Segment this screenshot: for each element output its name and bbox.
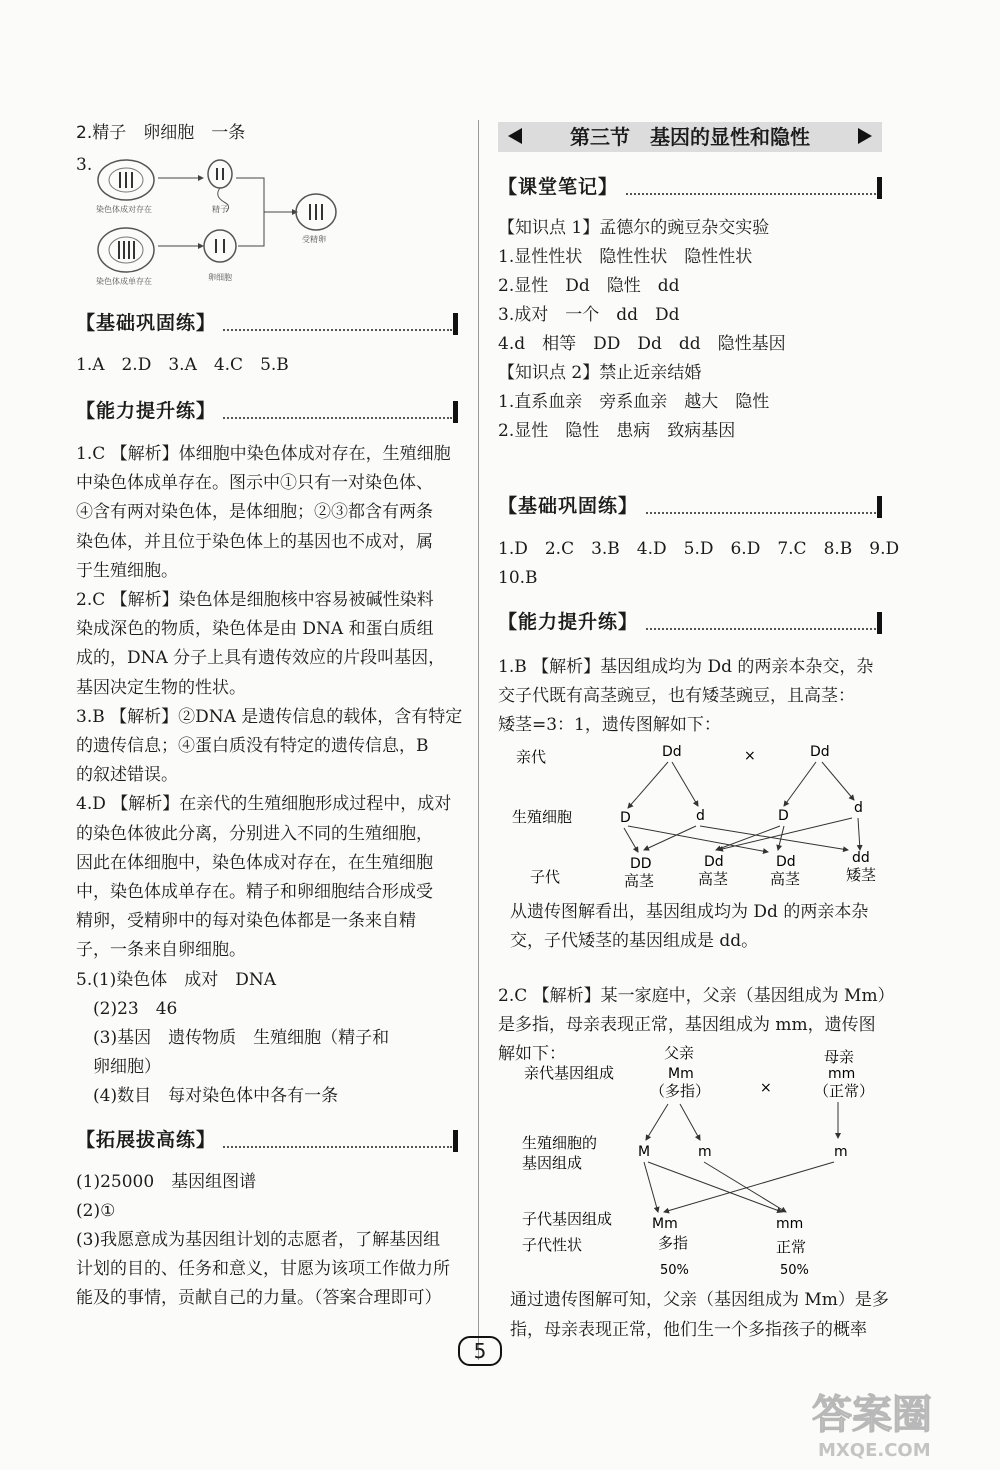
text-line: 4.D 【解析】在亲代的生殖细胞形成过程中，成对: [76, 794, 452, 815]
text-line: 是多指，母亲表现正常，基因组成为 mm，遗传图: [498, 1015, 876, 1035]
section-ability-right: 【能力提升练】: [498, 608, 882, 638]
text-line: (2)①: [76, 1201, 116, 1221]
row-parent: 亲代: [516, 748, 547, 766]
cross-symbol: ×: [744, 748, 756, 764]
text-line: 1.直系血亲 旁系血亲 越大 隐性: [498, 392, 770, 412]
gamete1: D: [620, 810, 631, 826]
row-child-trait: 子代性状: [522, 1236, 583, 1254]
child2-genotype-2: mm: [776, 1216, 804, 1232]
label-pair: 染色体成对存在: [96, 205, 152, 214]
text-line: (1)25000 基因组图谱: [76, 1172, 257, 1192]
parent1: Dd: [662, 744, 682, 760]
watermark-bottom: MXQE.COM: [818, 1440, 931, 1461]
section-basic-left: 【基础巩固练】: [76, 309, 458, 339]
gamete-M: M: [638, 1144, 651, 1160]
watermark-logo: [808, 1384, 988, 1464]
text-line: 【知识点 1】孟德尔的豌豆杂交实验: [498, 218, 770, 238]
text-line: (3)我愿意成为基因组计划的志愿者，了解基因组: [76, 1230, 441, 1250]
gamete-m-father: m: [698, 1144, 712, 1160]
father-label: 父亲: [664, 1044, 695, 1062]
child2-trait: 高茎: [698, 870, 729, 888]
child1-genotype-2: Mm: [652, 1216, 678, 1232]
mother-label: 母亲: [824, 1048, 855, 1066]
section-ability-left: 【能力提升练】: [76, 397, 458, 427]
child4-genotype: dd: [852, 850, 870, 866]
text-line: 4.d 相等 DD Dd dd 隐性基因: [498, 334, 786, 354]
text-line: 3.成对 一个 dd Dd: [498, 305, 680, 325]
text-line: 解如下：: [498, 1044, 566, 1064]
text-line: 交，子代矮茎的基因组成是 dd。: [510, 931, 759, 951]
child1-trait: 高茎: [624, 872, 655, 890]
text-line: 基因决定生物的性状。: [76, 677, 246, 698]
child1-ratio: 50%: [660, 1263, 689, 1278]
gamete2: d: [696, 808, 705, 824]
text-line: 于生殖细胞。: [76, 560, 178, 581]
label-egg: 卵细胞: [208, 273, 232, 282]
text-line: 中染色体成单存在。图示中①只有一对染色体、: [76, 473, 433, 494]
row-child-genotype: 子代基因组成: [522, 1210, 613, 1228]
text-line: 1.C 【解析】体细胞中染色体成对存在，生殖细胞: [76, 444, 451, 464]
text-line: 矮茎=3：1，遗传图解如下：: [498, 715, 721, 735]
basic-answers-right-b: 10.B: [498, 568, 538, 588]
mother-genotype: mm: [828, 1066, 856, 1082]
section-title: 第三节 基因的显性和隐性: [570, 125, 810, 149]
father-trait: （多指）: [650, 1082, 711, 1100]
text-line: 2.显性 隐性 患病 致病基因: [498, 421, 736, 441]
text-line: (2)23 46: [76, 998, 178, 1019]
answer-q2: 2.精子 卵细胞 一条: [76, 123, 246, 143]
text-line: 计划的目的、任务和意义，甘愿为该项工作做力所: [76, 1259, 450, 1279]
text-line: ④含有两对染色体，是体细胞；②③都含有两条: [76, 502, 433, 523]
text-line: 2.C 【解析】某一家庭中，父亲（基因组成为 Mm）: [498, 986, 895, 1006]
child3-trait: 高茎: [770, 870, 801, 888]
basic-answers-left: 1.A 2.D 3.A 4.C 5.B: [76, 355, 289, 375]
page-number: 5: [458, 1336, 502, 1366]
polydactyly-cross-diagram: [500, 1040, 890, 1280]
gamete-m-mother: m: [834, 1144, 848, 1160]
row-gamete-line2: 基因组成: [522, 1154, 583, 1172]
text-line: 3.B 【解析】②DNA 是遗传信息的载体，含有特定: [76, 706, 463, 727]
text-line: 2.显性 Dd 隐性 dd: [498, 276, 680, 296]
father-genotype: Mm: [668, 1066, 694, 1082]
gamete4: d: [854, 800, 863, 816]
text-line: 指，母亲表现正常，他们生一个多指孩子的概率: [510, 1320, 867, 1340]
text-line: 从遗传图解看出，基因组成均为 Dd 的两亲本杂: [510, 902, 869, 922]
label-zygote: 受精卵: [302, 235, 326, 244]
text-line: 因此在体细胞中，染色体成对存在，在生殖细胞: [76, 852, 433, 873]
text-line: (3)基因 遗传物质 生殖细胞（精子和: [76, 1028, 390, 1048]
section-basic-right: 【基础巩固练】: [498, 492, 882, 522]
column-divider: [478, 120, 479, 1360]
answer-q3-label: 3.: [76, 155, 93, 175]
cross-symbol-2: ×: [760, 1080, 772, 1096]
watermark-top: 答案圈: [812, 1392, 932, 1438]
text-line: 5.(1)染色体 成对 DNA: [76, 969, 277, 990]
child1-genotype: DD: [630, 856, 652, 872]
basic-answers-right-a: 1.D 2.C 3.B 4.D 5.D 6.D 7.C 8.B 9.D: [498, 539, 900, 559]
child2-genotype: Dd: [704, 854, 724, 870]
text-line: (4)数目 每对染色体中各有一条: [76, 1086, 339, 1107]
row-parent-genotype: 亲代基因组成: [524, 1064, 615, 1082]
text-line: 1.显性性状 隐性性状 隐性性状: [498, 247, 753, 267]
row-gamete-line1: 生殖细胞的: [522, 1134, 598, 1152]
text-line: 1.B 【解析】基因组成均为 Dd 的两亲本杂交，杂: [498, 657, 874, 677]
section-title-bar: [498, 122, 882, 152]
text-line: 2.C 【解析】染色体是细胞核中容易被碱性染料: [76, 590, 434, 610]
gamete3: D: [778, 808, 789, 824]
text-line: 染色体，并且位于染色体上的基因也不成对，属: [76, 531, 433, 552]
section-notes: 【课堂笔记】: [498, 173, 882, 203]
text-line: 精卵，受精卵中的每对染色体都是一条来自精: [76, 911, 416, 932]
text-line: 染成深色的物质，染色体是由 DNA 和蛋白质组: [76, 619, 434, 640]
parent2: Dd: [810, 744, 830, 760]
text-line: 成的，DNA 分子上具有遗传效应的片段叫基因，: [76, 648, 446, 669]
child1-trait-2: 多指: [658, 1234, 689, 1252]
text-line: 中，染色体成单存在。精子和卵细胞结合形成受: [76, 882, 433, 902]
text-line: 【知识点 2】禁止近亲结婚: [498, 363, 702, 383]
label-single: 染色体成单存在: [96, 277, 152, 286]
text-line: 能及的事情，贡献自己的力量。（答案合理即可）: [76, 1288, 442, 1308]
text-line: 的叙述错误。: [76, 765, 178, 786]
text-line: 的染色体彼此分离，分别进入不同的生殖细胞，: [76, 823, 433, 844]
mother-trait: （正常）: [814, 1082, 875, 1100]
row-gamete: 生殖细胞: [512, 808, 573, 826]
right-arrow-icon: [858, 128, 872, 144]
section-extension: 【拓展拔高练】: [76, 1126, 458, 1156]
child2-ratio: 50%: [780, 1263, 809, 1278]
cell-division-diagram: [86, 150, 346, 290]
text-line: 子，一条来自卵细胞。: [76, 940, 246, 961]
child3-genotype: Dd: [776, 854, 796, 870]
text-line: 通过遗传图解可知，父亲（基因组成为 Mm）是多: [510, 1290, 889, 1310]
pea-cross-diagram: [500, 738, 890, 898]
text-line: 卵细胞）: [76, 1057, 161, 1078]
child4-trait: 矮茎: [846, 866, 877, 884]
child2-trait-2: 正常: [776, 1238, 807, 1256]
label-sperm: 精子: [212, 205, 228, 214]
text-line: 交子代既有高茎豌豆，也有矮茎豌豆，且高茎：: [498, 686, 855, 706]
row-child: 子代: [530, 868, 561, 886]
text-line: 的遗传信息；④蛋白质没有特定的遗传信息，B: [76, 736, 429, 756]
